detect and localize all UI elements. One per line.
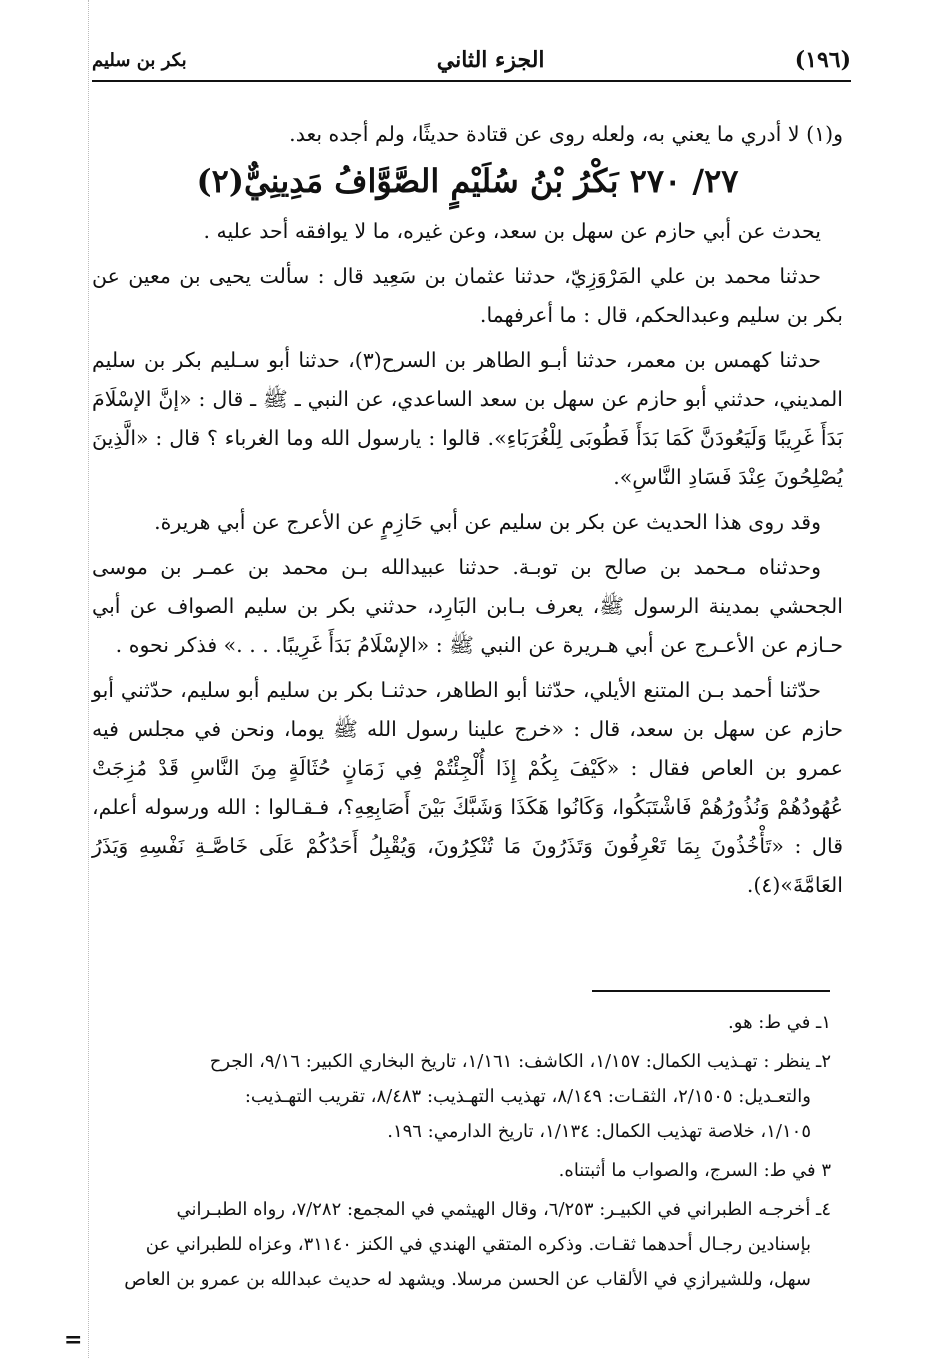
paragraph: وحدثناه مـحمد بن صالح بن توبـة. حدثنا عبيدالله بـن محمد بن عمـر بن موسى الجحشي بمدينة الرسول ﷺ، يعرف بـابن البَارِد، حدثني بكر بن سليم الصواف عن أبي حـازم عن الأعـرج عن أبي هـريرة عن النبي ﷺ : «الإسْلَامُ بَدَأَ غَرِيبًا. . . .» فذكر نحوه . (92, 555, 843, 657)
paragraph: وقد روى هذا الحديث عن بكر بن سليم عن أبي حَازِمٍ عن الأعرج عن أبي هريرة. (154, 510, 821, 534)
footnote-3 (92, 1153, 831, 1188)
footnote-text: ٤ـ أخرجـه الطبراني في الكبيـر: ٦/٢٥٣، وقال الهيثمي في المجمع: ٧/٢٨٢، رواه الطبـراني (176, 1199, 831, 1220)
paragraph: حدّثنا أحمد بـن المتنع الأيلي، حدّثنا أبو الطاهر، حدثنـا بكر بن سليم أبو سليم، حدّثني أبو حازم عن سهل بن سعد، قال : «خرج علينا رسول الله ﷺ يوما، ونحن في مجلس فيه عمرو بن العاص فقال : «كَيْفَ بِكُمْ إِذَا أُلْجِئْتُمْ فِي زَمَانٍ حُثَالَةٍ مِنَ النَّاسِ قَدْ مُزِجَتْ عُهُودُهُمْ وَنُذُورُهُمْ فَاشْتَبَكُوا، وَكَانُوا هَكَذَا وَشَبَّكَ بَيْنَ أَصَابِعِهِ؟، فـقـالوا : الله ورسوله أعلم، قال : «تَأْخُذُونَ بِمَا تَعْرِفُونَ وَتَذَرُونَ مَا تُنْكِرُونَ، وَيُقْبِلُ أَحَدُكُمْ عَلَى خَاصَّـةِ نَفْسِهِ وَيَذَرُ العَامَّةَ»(٤). (92, 678, 843, 897)
main-text (92, 115, 843, 911)
footnote-2 (92, 1044, 831, 1149)
page-header (92, 40, 851, 82)
paragraph: يحدث عن أبي حازم عن سهل بن سعد، وعن غيره، ما لا يوافقه أحد عليه . (203, 219, 821, 243)
volume-title: الجزء الثاني (436, 47, 545, 73)
margin-guide (88, 0, 89, 1358)
paragraph: حدثنا كهمس بن معمر، حدثنا أبـو الطاهر بن السرح(٣)، حدثنا أبو سـليم بكر بن سليم المديني، حدثني أبو حازم عن سهل بن سعد الساعدي، عن النبي ـ ﷺ ـ قال : «إنَّ الإسْلَامَ بَدَأَ غَرِيبًا وَلَيَعُودَنَّ كَمَا بَدَأَ فَطُوبَى لِلْغُرَبَاءِ». قالوا : يارسول الله وما الغرباء ؟ قال : «الَّذِينَ يُصْلِحُونَ عِنْدَ فَسَادِ النَّاسِ». (92, 348, 843, 489)
footnotes (92, 1005, 831, 1301)
footnote-continuation: والتعـديل: ٢/١٥٠٥، الثقـات: ٨/١٤٩، تهذيب التهـذيب: ٨/٤٨٣، تقريب التهـذيب: (244, 1086, 811, 1107)
footnote-continuation: ١/١٠٥، خلاصة تهذيب الكمال: ١/١٣٤، تاريخ الدارمي: ١٩٦. (387, 1121, 811, 1142)
footnote-4 (92, 1192, 831, 1297)
footnote-text: ٣ في ط: السرج، والصواب ما أثبتناه. (558, 1160, 831, 1181)
page-number: (١٩٦) (794, 47, 851, 73)
paragraph: حدثنا محمد بن علي المَرْوَزِيّ، حدثنا عثمان بن سَعِيد قال : سألت يحيى بن معين عن بكر بن سليم وعبدالحكم، قال : ما أعرفهما. (92, 264, 843, 327)
running-title: بكر بن سليم (92, 49, 187, 71)
footnote-rule (592, 990, 830, 992)
entry-title: ٢٧/ ٢٧٠ بَكْرُ بْنُ سُلَيْمٍ الصَّوَّافُ مَدِينِيٌّ(٢) (196, 162, 739, 200)
footnote-text: ١ـ في ط: هو. (728, 1012, 831, 1033)
footnote-continuation: سهل، وللشيرازي في الألقاب عن الحسن مرسلا. ويشهد له حديث عبدالله بن عمرو بن العاص (124, 1269, 811, 1290)
footnote-1 (92, 1005, 831, 1040)
footnote-text: ٢ـ ينظر : تهـذيب الكمال: ١/١٥٧، الكاشف: ١/١٦١، تاريخ البخاري الكبير: ٩/١٦، الجرح (209, 1051, 831, 1072)
continuation-mark: = (64, 1327, 83, 1353)
carryover-line: و(١) لا أدري ما يعني به، ولعله روى عن قتادة حديثًا، ولم أجده بعد. (289, 122, 843, 146)
footnote-continuation: بإسنادين رجـال أحدهما ثقـات. وذكره المتقي الهندي في الكنز ٣١١٤٠، وعزاه للطبراني عن (145, 1234, 811, 1255)
